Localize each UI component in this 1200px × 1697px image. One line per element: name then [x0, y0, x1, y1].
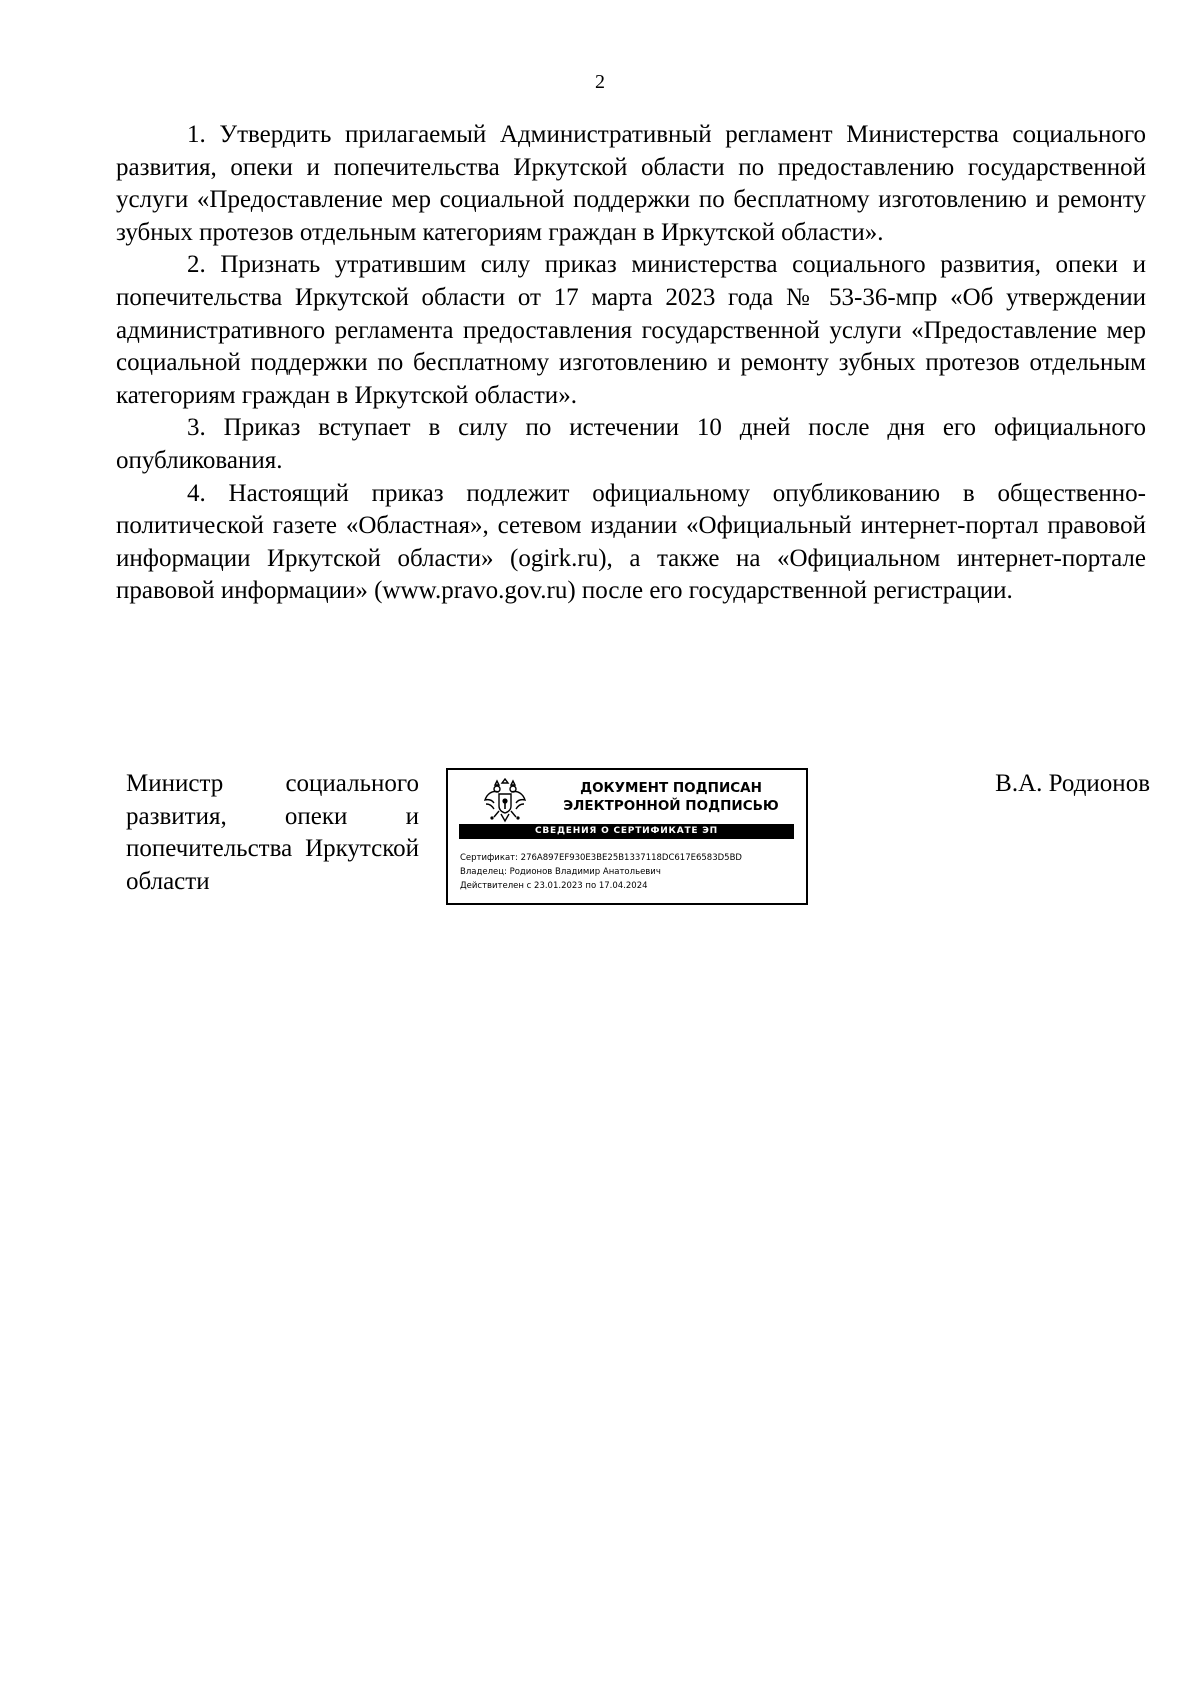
- electronic-signature-stamp: [446, 768, 808, 905]
- stamp-heading-line-1: ДОКУМЕНТ ПОДПИСАН: [580, 780, 762, 796]
- stamp-heading: [536, 779, 806, 815]
- document-body: [116, 119, 1146, 608]
- russian-coat-of-arms-icon: [482, 778, 528, 824]
- minister-title: Министр социального развития, опеки и попечительства Иркутской области: [126, 770, 419, 895]
- page-number: 2: [595, 71, 605, 93]
- paragraph-2: 2. Признать утратившим силу приказ министерства социального развития, опеки и попечительства Иркутской области от 17 марта 2023 года № 53-36-мпр «Об утверждении административного регламента предоставления государственной услуги «Предоставление мер социальной поддержки по бесплатному изготовлению и ремонту зубных протезов отдельным категориям граждан в Иркутской области».: [116, 251, 1146, 409]
- certificate-owner: Владелец: Родионов Владимир Анатольевич: [460, 867, 661, 877]
- paragraph-4: 4. Настоящий приказ подлежит официальному опубликованию в общественно-политической газете «Областная», сетевом издании «Официальный интернет-портал правовой информации Иркутской области» (ogirk.ru), а также на «Официальном интернет-портале правовой информации» (www.pravo.gov.ru) после его государственной регистрации.: [116, 479, 1146, 605]
- certificate-number: Сертификат: 276A897EF930E3BE25B1337118DC617E6583D5BD: [460, 853, 742, 863]
- certificate-info-bar: СВЕДЕНИЯ О СЕРТИФИКАТЕ ЭП: [459, 824, 794, 839]
- signer-name: В.А. Родионов: [995, 770, 1150, 797]
- stamp-heading-line-2: ЭЛЕКТРОННОЙ ПОДПИСЬЮ: [563, 798, 779, 814]
- certificate-validity: Действителен с 23.01.2023 по 17.04.2024: [460, 881, 648, 891]
- paragraph-3: 3. Приказ вступает в силу по истечении 10 дней после дня его официального опубликования.: [116, 414, 1146, 474]
- paragraph-1: 1. Утвердить прилагаемый Административный регламент Министерства социального развития, опеки и попечительства Иркутской области по предоставлению государственной услуги «Предоставление мер социальной поддержки по бесплатному изготовлению и ремонту зубных протезов отдельным категориям граждан в Иркутской области».: [116, 121, 1146, 246]
